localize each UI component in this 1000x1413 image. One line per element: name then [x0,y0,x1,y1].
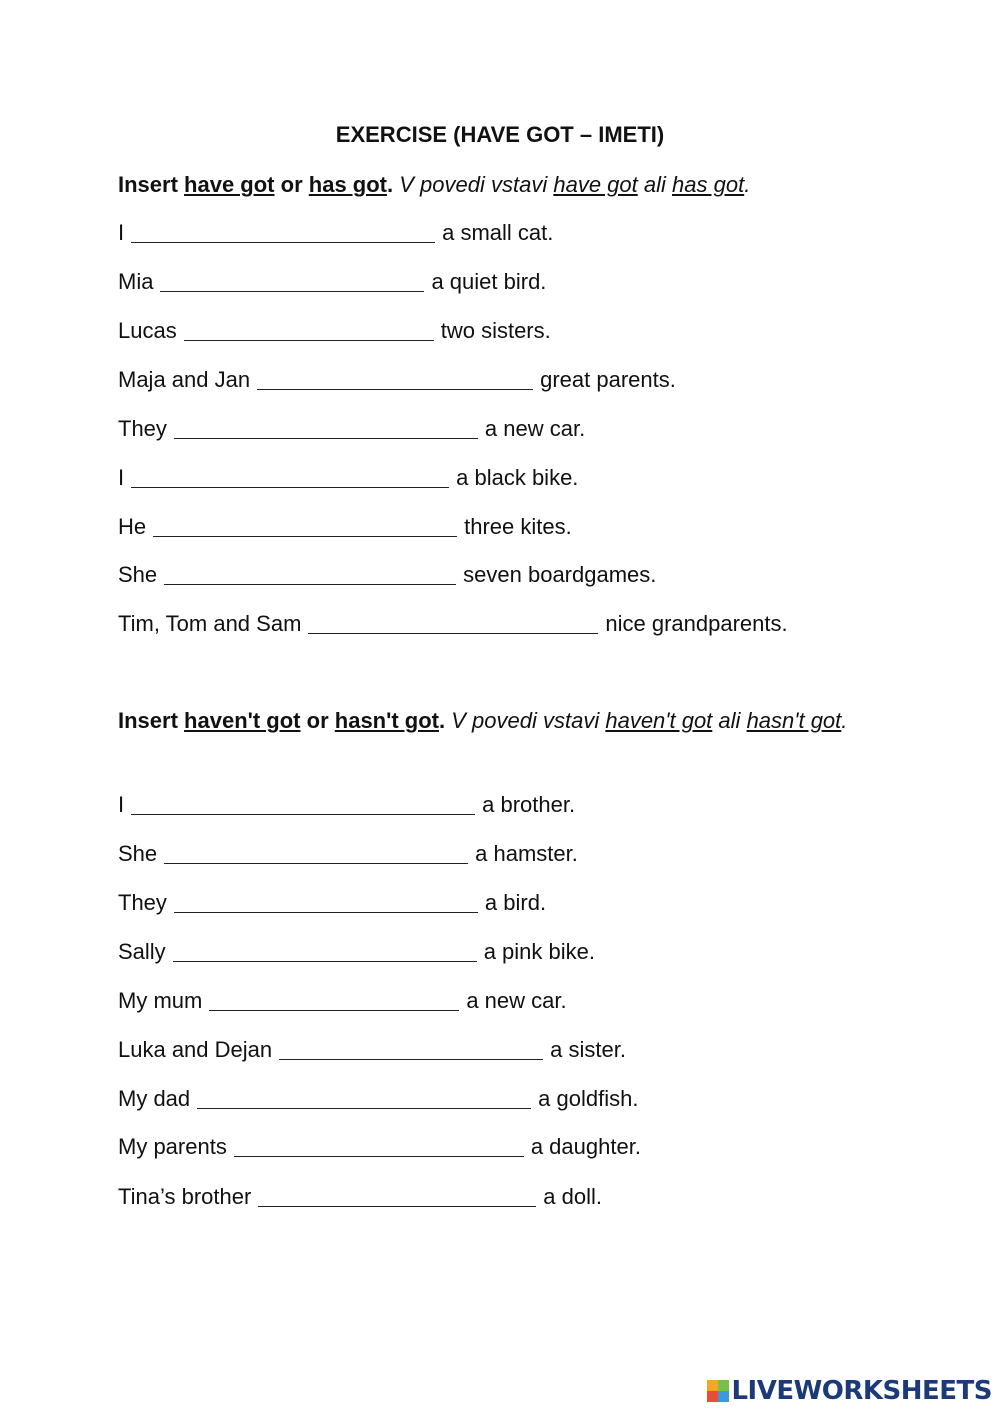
answer-blank[interactable] [279,1039,543,1060]
section2-instruction [118,703,888,739]
exercise-item [118,986,567,1016]
logo-square-icon [707,1380,718,1391]
item-rest: two sisters. [440,318,551,343]
item-rest: a new car. [466,988,567,1013]
answer-blank[interactable] [258,1186,536,1207]
instr-option-a: have got [184,172,275,197]
item-subject: She [118,562,158,587]
instr-slo-dot: . [744,172,751,197]
item-subject: Luka and Dejan [118,1037,273,1062]
item-rest: a doll. [543,1184,603,1209]
instr-slo-dot: . [841,708,848,733]
answer-blank[interactable] [234,1136,524,1157]
answer-blank[interactable] [164,843,468,864]
exercise-item [118,365,676,395]
section1-instruction [118,167,888,203]
instr-insert: Insert [118,172,178,197]
answer-blank[interactable] [184,320,434,341]
instr-dot: . [439,708,446,733]
answer-blank[interactable] [160,271,424,292]
liveworksheets-logo[interactable] [707,1376,992,1406]
item-rest: a black bike. [456,465,579,490]
item-rest: a quiet bird. [431,269,547,294]
item-subject: Tim, Tom and Sam [118,611,302,636]
answer-blank[interactable] [209,990,459,1011]
answer-blank[interactable] [131,222,435,243]
instr-slo-option-a: haven't got [605,708,713,733]
logo-text: LIVEWORKSHEETS [731,1376,992,1406]
instr-slo-ali: ali [718,708,741,733]
answer-blank[interactable] [131,794,475,815]
item-subject: Tina’s brother [118,1184,252,1209]
item-subject: They [118,890,167,915]
item-rest: nice grandparents. [605,611,788,636]
item-rest: a new car. [484,416,586,441]
item-rest: three kites. [464,514,572,539]
answer-blank[interactable] [308,613,598,634]
item-rest: a pink bike. [483,939,595,964]
item-subject: I [118,220,125,245]
exercise-item [118,1132,641,1162]
exercise-item [118,463,578,493]
exercise-item [118,512,572,542]
exercise-item [118,839,578,869]
exercise-item [118,414,585,444]
instr-slo-prefix: V povedi vstavi [451,708,600,733]
instr-option-a: haven't got [184,708,301,733]
instr-slo-option-b: hasn't got [746,708,842,733]
answer-blank[interactable] [164,564,456,585]
instr-insert: Insert [118,708,178,733]
item-subject: Mia [118,269,154,294]
item-subject: Lucas [118,318,177,343]
item-subject: I [118,465,125,490]
logo-mark-icon [707,1380,729,1402]
item-subject: He [118,514,147,539]
item-rest: a sister. [550,1037,626,1062]
page-title: EXERCISE (HAVE GOT – IMETI) [335,122,665,147]
item-rest: a small cat. [442,220,554,245]
exercise-item [118,609,788,639]
item-subject: I [118,792,125,817]
instr-or: or [306,708,329,733]
answer-blank[interactable] [153,516,457,537]
answer-blank[interactable] [174,418,478,439]
item-rest: great parents. [540,367,676,392]
answer-blank[interactable] [131,467,449,488]
instr-slo-prefix: V povedi vstavi [399,172,548,197]
instr-slo-ali: ali [643,172,666,197]
logo-square-icon [707,1391,718,1402]
exercise-item [118,1035,626,1065]
item-subject: My parents [118,1134,227,1159]
exercise-item [118,1084,638,1114]
item-subject: My dad [118,1086,191,1111]
exercise-item [118,218,553,248]
exercise-item [118,937,595,967]
item-subject: Maja and Jan [118,367,251,392]
item-subject: My mum [118,988,203,1013]
instr-slo-option-b: has got [672,172,745,197]
instr-option-b: hasn't got [334,708,439,733]
answer-blank[interactable] [257,369,533,390]
exercise-item [118,1182,602,1212]
item-subject: She [118,841,158,866]
answer-blank[interactable] [197,1088,531,1109]
item-rest: a brother. [482,792,576,817]
logo-square-icon [718,1391,729,1402]
exercise-item [118,560,656,590]
instr-or: or [280,172,303,197]
instr-option-b: has got [308,172,387,197]
item-rest: a bird. [484,890,547,915]
exercise-item [118,267,546,297]
item-rest: seven boardgames. [463,562,657,587]
item-subject: They [118,416,167,441]
item-rest: a daughter. [530,1134,641,1159]
exercise-item [118,888,546,918]
answer-blank[interactable] [173,941,477,962]
logo-square-icon [718,1380,729,1391]
exercise-item [118,316,551,346]
exercise-item [118,790,575,820]
instr-slo-option-a: have got [553,172,638,197]
item-rest: a goldfish. [538,1086,639,1111]
answer-blank[interactable] [174,892,478,913]
instr-dot: . [387,172,394,197]
item-rest: a hamster. [475,841,578,866]
item-subject: Sally [118,939,166,964]
